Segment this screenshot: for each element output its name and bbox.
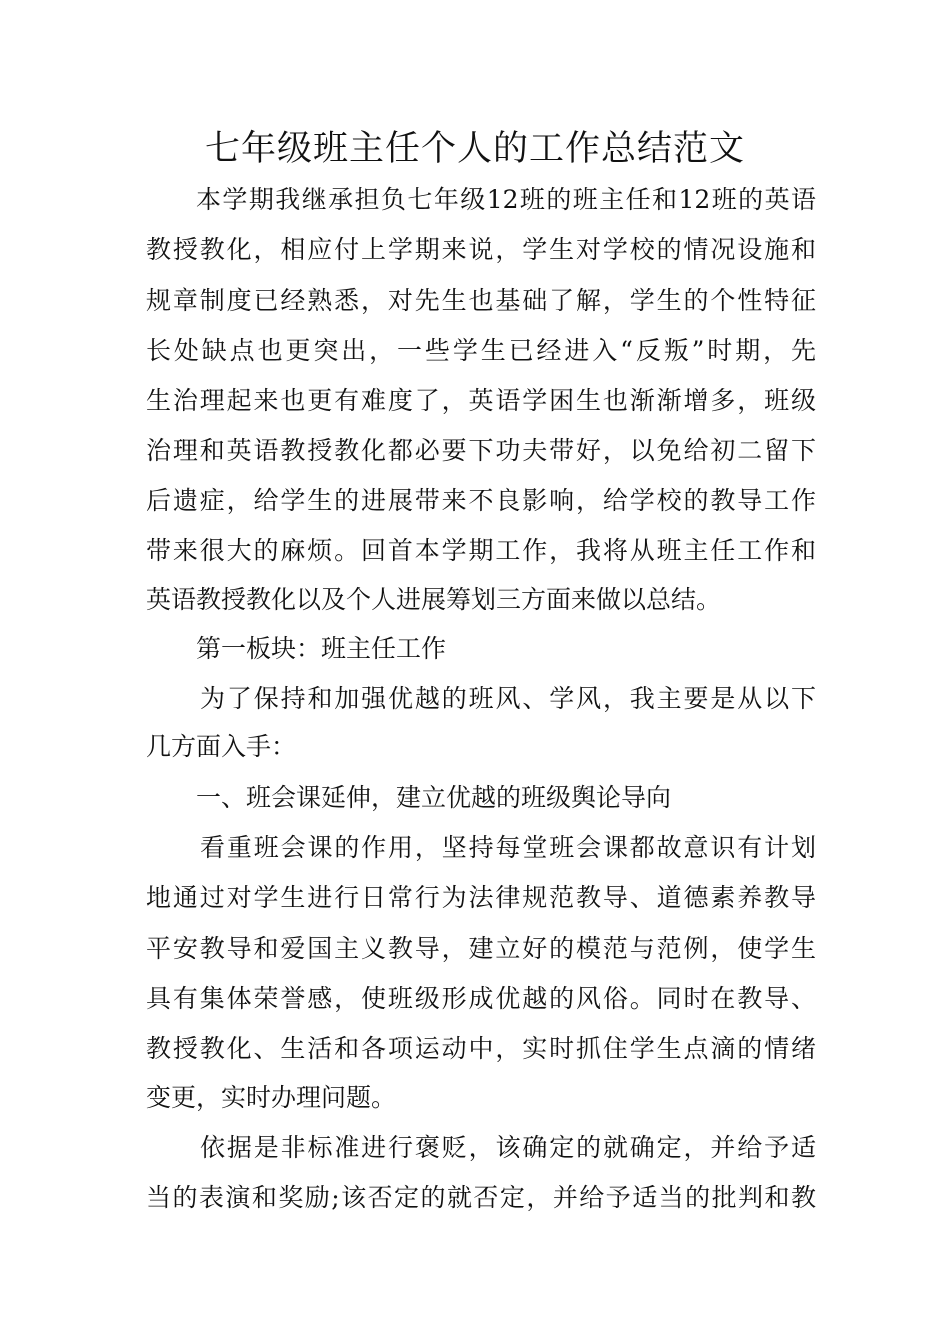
paragraph-line: 平安教导和爱国主义教导，建立好的模范与范例，使学生 <box>146 934 816 963</box>
paragraph-line: 教授教化、生活和各项运动中，实时抓住学生点滴的情绪 <box>146 1034 816 1063</box>
paragraph-line: 为了保持和加强优越的班风、学风，我主要是从以下 <box>200 684 816 713</box>
paragraph-line: 本学期我继承担负七年级12班的班主任和12班的英语 <box>196 185 816 214</box>
paragraph-line: 后遗症，给学生的进展带来不良影响，给学校的教导工作 <box>146 486 816 515</box>
paragraph-line: 依据是非标准进行褒贬，该确定的就确定，并给予适 <box>200 1133 816 1162</box>
subsection-heading: 一、班会课延伸，建立优越的班级舆论导向 <box>196 783 672 812</box>
paragraph-line: 地通过对学生进行日常行为法律规范教导、道德素养教导 <box>146 883 816 912</box>
paragraph-line: 英语教授教化以及个人进展筹划三方面来做以总结。 <box>146 585 722 614</box>
paragraph-line: 教授教化，相应付上学期来说，学生对学校的情况设施和 <box>146 235 816 264</box>
paragraph-line: 几方面入手： <box>146 732 297 761</box>
paragraph-line: 治理和英语教授教化都必要下功夫带好，以免给初二留下 <box>146 436 816 465</box>
paragraph-line: 变更，实时办理问题。 <box>146 1083 397 1112</box>
paragraph-line: 看重班会课的作用，坚持每堂班会课都故意识有计划 <box>200 833 816 862</box>
paragraph-line: 规章制度已经熟悉，对先生也基础了解，学生的个性特征 <box>146 286 816 315</box>
paragraph-line: 当的表演和奖励;该否定的就否定，并给予适当的批判和教 <box>146 1183 816 1212</box>
paragraph-line: 带来很大的麻烦。回首本学期工作，我将从班主任工作和 <box>146 536 816 565</box>
document-title: 七年级班主任个人的工作总结范文 <box>204 129 745 169</box>
paragraph-line: 生治理起来也更有难度了，英语学困生也渐渐增多，班级 <box>146 386 816 415</box>
paragraph-line: 长处缺点也更突出，一些学生已经进入“反叛”时期，先 <box>146 336 816 365</box>
section-heading: 第一板块：班主任工作 <box>196 634 447 663</box>
paragraph-line: 具有集体荣誉感，使班级形成优越的风俗。同时在教导、 <box>146 984 816 1013</box>
